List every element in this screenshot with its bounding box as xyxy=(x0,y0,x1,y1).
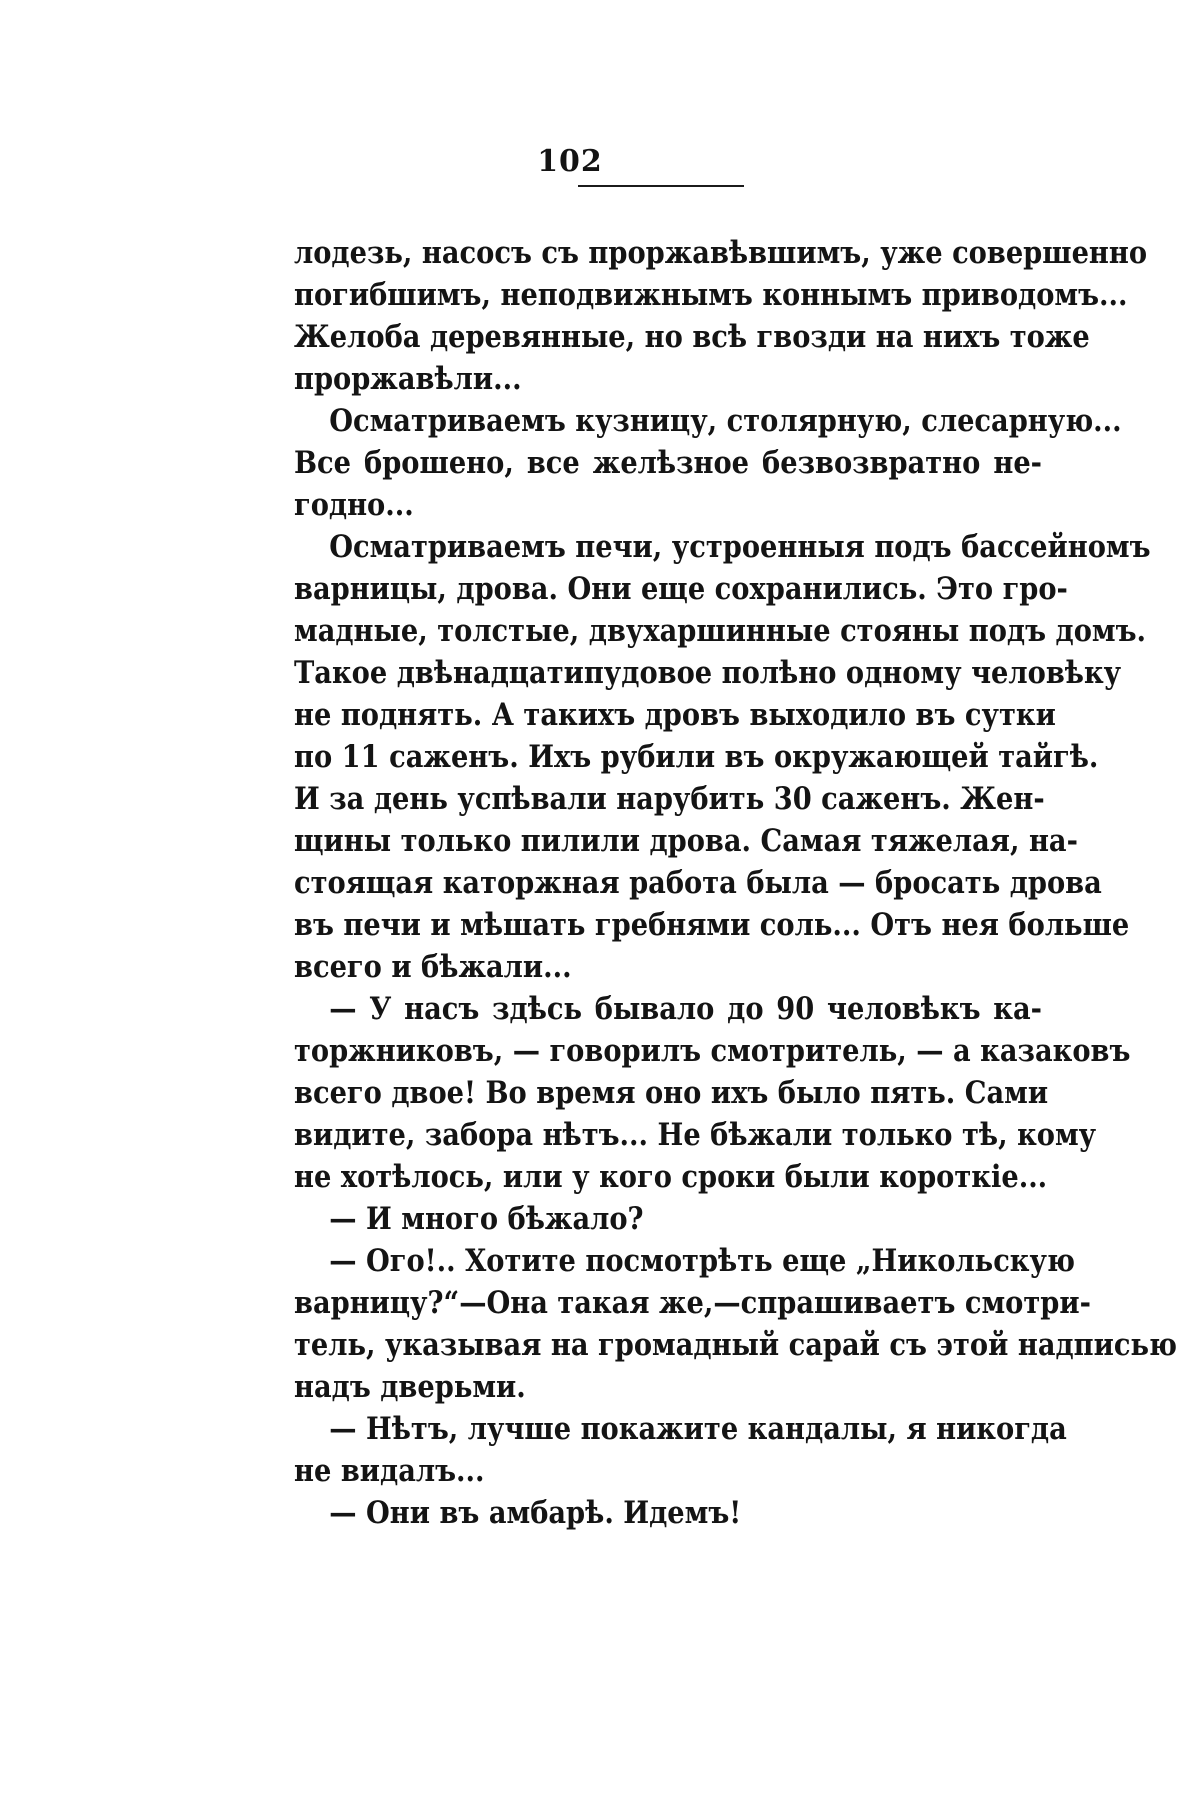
text-line: Все брошено, все желѣзное безвозвратно не- xyxy=(294,445,1042,481)
text-line: торжниковъ, — говорилъ смотритель, — а казаковъ xyxy=(294,1033,1131,1069)
text-line: — У насъ здѣсь бывало до 90 человѣкъ ка- xyxy=(329,991,1042,1027)
header-rule xyxy=(578,185,744,187)
text-line: — Нѣтъ, лучше покажите кандалы, я никогда xyxy=(329,1411,1067,1447)
text-line: по 11 саженъ. Ихъ рубили въ окружающей тайгѣ. xyxy=(294,739,1099,775)
text-line: проржавѣли... xyxy=(294,361,522,397)
text-line: Такое двѣнадцатипудовое полѣно одному человѣку xyxy=(294,655,1122,691)
text-line: — Ого!.. Хотите посмотрѣть еще „Никольскую xyxy=(329,1243,1075,1279)
text-line: И за день успѣвали нарубить 30 саженъ. Жен- xyxy=(294,781,1045,817)
body-text xyxy=(294,232,1177,1534)
text-line: не видалъ... xyxy=(294,1453,485,1489)
text-line: видите, забора нѣтъ... Не бѣжали только тѣ, кому xyxy=(294,1117,1097,1153)
text-line: не хотѣлось, или у кого сроки были короткіе... xyxy=(294,1159,1048,1195)
text-line: всего двое! Во время оно ихъ было пять. Сами xyxy=(294,1075,1049,1111)
text-line: стоящая каторжная работа была — бросать дрова xyxy=(294,865,1102,901)
text-line: варницы, дрова. Они еще сохранились. Это гро- xyxy=(294,571,1068,607)
text-line: щины только пилили дрова. Самая тяжелая, на- xyxy=(294,823,1078,859)
text-line: Желоба деревянные, но всѣ гвозди на нихъ тоже xyxy=(294,319,1090,355)
text-line: тель, указывая на громадный сарай съ этой надписью xyxy=(294,1327,1177,1363)
text-line: не поднять. А такихъ дровъ выходило въ сутки xyxy=(294,697,1056,733)
text-line: Осматриваемъ кузницу, столярную, слесарную... xyxy=(329,403,1122,439)
text-line: годно... xyxy=(294,487,414,523)
text-line: Осматриваемъ печи, устроенныя подъ бассейномъ xyxy=(329,529,1151,565)
page-number: 102 xyxy=(537,144,603,179)
text-line: мадные, толстые, двухаршинные стояны подъ домъ. xyxy=(294,613,1147,649)
text-line: погибшимъ, неподвижнымъ коннымъ приводомъ... xyxy=(294,277,1128,313)
text-line: варницу?“—Она такая же,—спрашиваетъ смотри- xyxy=(294,1285,1091,1321)
text-line: — Они въ амбарѣ. Идемъ! xyxy=(329,1495,742,1531)
text-line: въ печи и мѣшать гребнями соль... Отъ нея больше xyxy=(294,907,1130,943)
text-line: всего и бѣжали... xyxy=(294,949,572,985)
text-line: лодезь, насосъ съ проржавѣвшимъ, уже совершенно xyxy=(294,235,1148,271)
text-line: — И много бѣжало? xyxy=(329,1201,644,1237)
text-line: надъ дверьми. xyxy=(294,1369,526,1405)
